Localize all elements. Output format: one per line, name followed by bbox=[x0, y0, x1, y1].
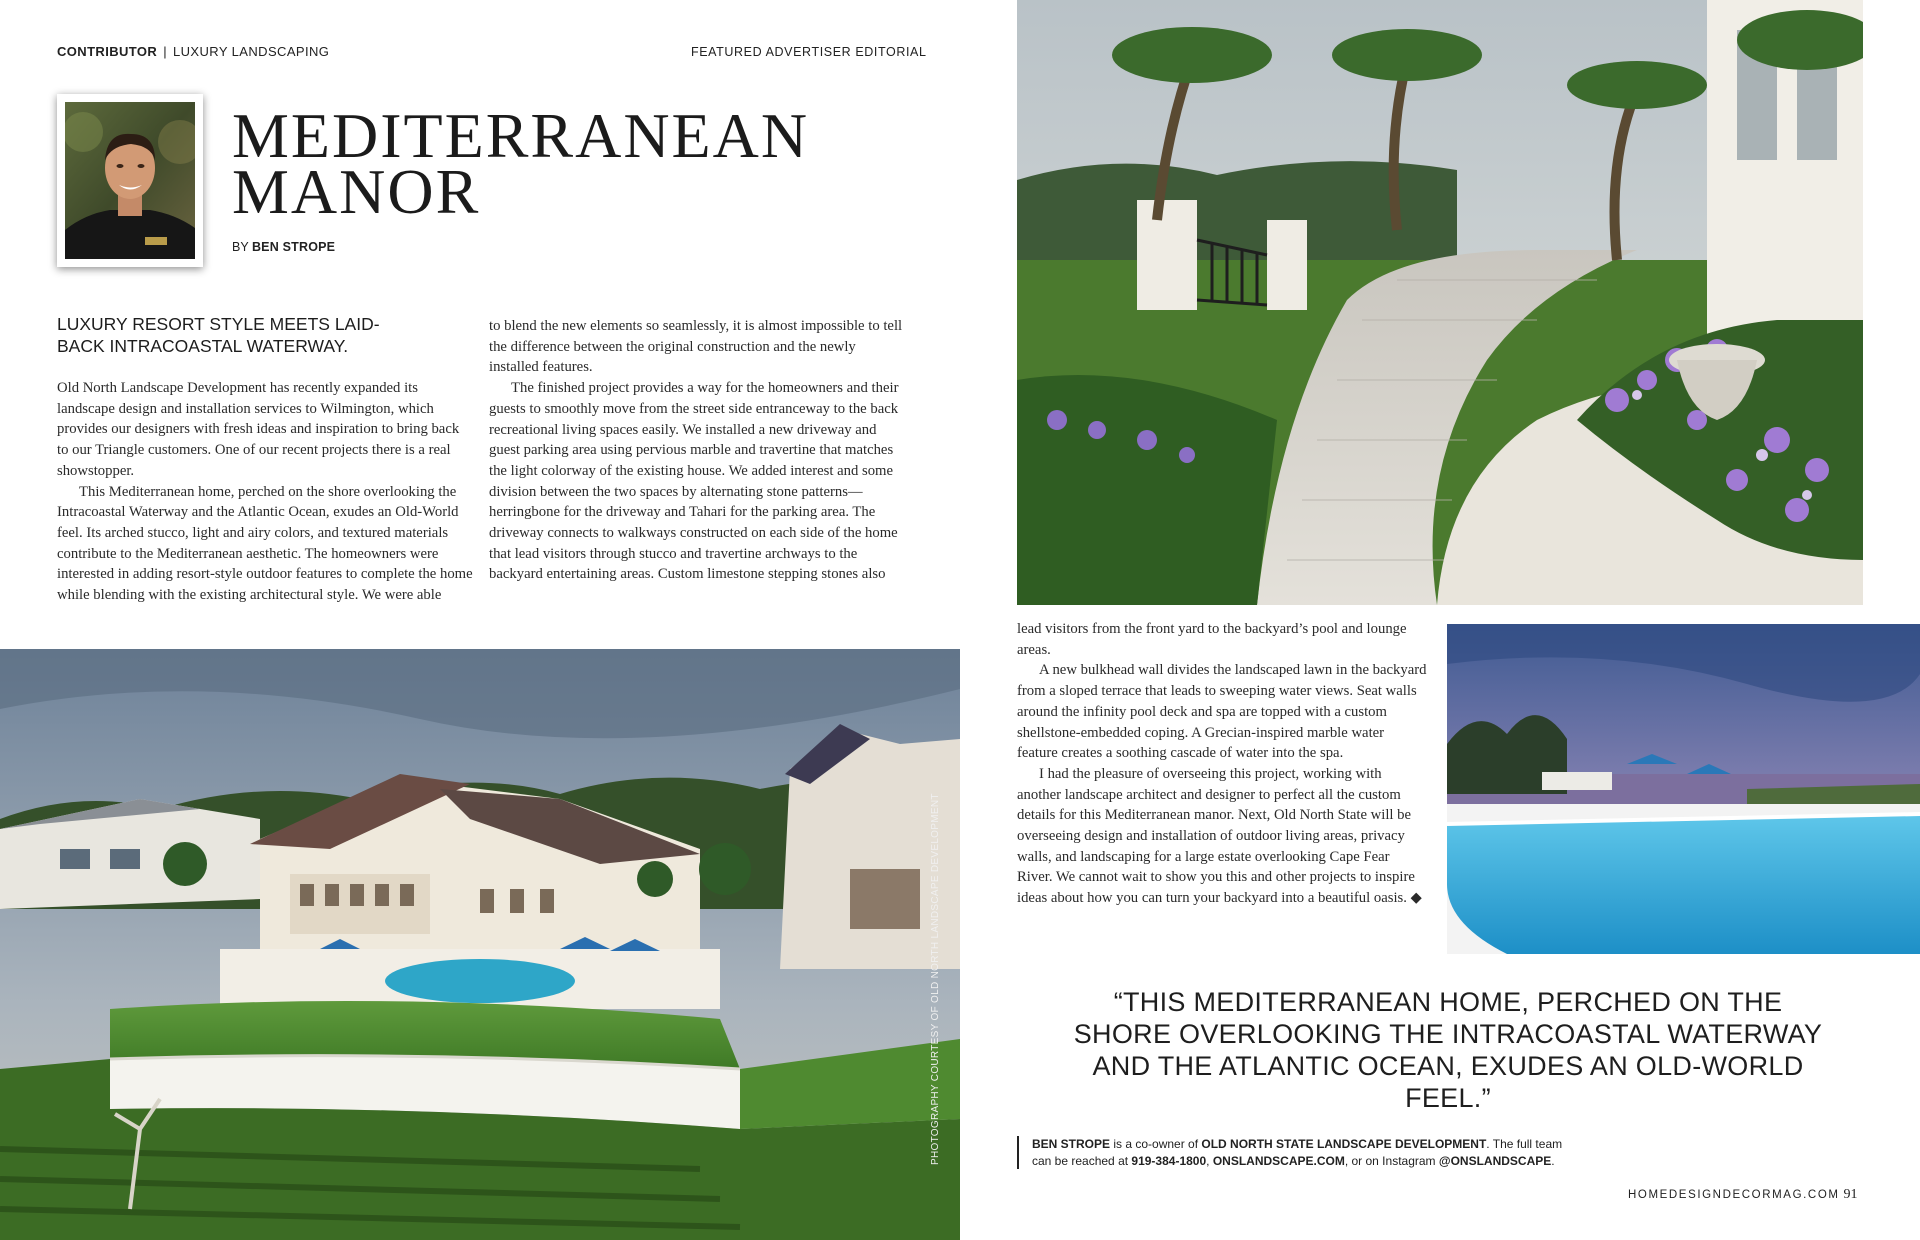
author-bio: BEN STROPE is a co-owner of OLD NORTH STATE LANDSCAPE DEVELOPMENT. The full team can be reached at 919-384-1800, ONSLANDSCAPE.COM, or on Instagram @ONSLANDSCAPE. bbox=[1017, 1136, 1632, 1169]
section-header: CONTRIBUTOR | LUXURY LANDSCAPING bbox=[57, 44, 330, 59]
bio-company: OLD NORTH STATE LANDSCAPE DEVELOPMENT bbox=[1201, 1137, 1487, 1151]
article-column-1 bbox=[57, 378, 473, 606]
bio-phone: 919-384-1800 bbox=[1131, 1153, 1207, 1168]
estate-aerial-photo bbox=[0, 649, 960, 1240]
bio-website-link[interactable]: ONSLANDSCAPE.COM bbox=[1212, 1153, 1345, 1168]
pool-photo bbox=[1447, 624, 1920, 954]
section-label: CONTRIBUTOR bbox=[57, 44, 158, 59]
page-number: 91 bbox=[1843, 1187, 1858, 1202]
author-photo bbox=[65, 102, 195, 259]
paragraph: The finished project provides a way for the homeowners and their guests to smoothly move from the street side entranceway to the back recreational living spaces easily. We installed a new driveway and guest parking area using pervious marble and travertine that matches the light colorway of the existing house. We added interest and some division between the two spaces by alternating stone patterns—herringbone for the driveway and Tahari for the parking area. The driveway connects to walkways constructed on each side of the home that lead visitors through stucco and travertine archways to the backyard entertaining areas. Custom limestone stepping stones also bbox=[489, 380, 899, 583]
article-column-3 bbox=[1017, 619, 1428, 909]
editorial-tag: FEATURED ADVERTISER EDITORIAL bbox=[691, 45, 927, 59]
page-footer bbox=[1628, 1187, 1858, 1203]
paragraph: Old North Landscape Development has recently expanded its landscape design and installation services to Wilmington, which provides our designers with fresh ideas and inspiration to bring back to our Triangle customers. One of our recent projects there is a real showstopper. bbox=[57, 380, 460, 479]
bio-instagram-handle[interactable]: @ONSLANDSCAPE bbox=[1438, 1153, 1552, 1168]
article-subhead: LUXURY RESORT STYLE MEETS LAID-BACK INTRACOASTAL WATERWAY. bbox=[57, 314, 380, 356]
footer-site: HOMEDESIGNDECORMAG.COM bbox=[1628, 1189, 1840, 1201]
paragraph: A new bulkhead wall divides the landscaped lawn in the backyard from a sloped terrace that leads to sweeping water views. Seat walls around the infinity pool deck and spa are topped with a custom shellstone-embedded coping. A Grecian-inspired marble water feature creates a soothing cascade of water into the spa. bbox=[1017, 662, 1427, 762]
title-line-2: MANOR bbox=[232, 156, 481, 227]
paragraph: to blend the new elements so seamlessly, it is almost impossible to tell the difference between the original construction and the newly installed features. bbox=[489, 318, 903, 376]
bio-name: BEN STROPE bbox=[1032, 1137, 1111, 1151]
paragraph: lead visitors from the front yard to the backyard’s pool and lounge areas. bbox=[1017, 621, 1407, 658]
paragraph: I had the pleasure of overseeing this project, working with another landscape architect and designer to perfect all the custom details for this Mediterranean manor. Next, Old North State will be overseeing design and installation of outdoor living areas, privacy walls, and landscaping for a large estate overlooking Cape Fear River. We cannot wait to show you this and other projects to inspire ideas about how you can turn your backyard into a beautiful oasis. ◆ bbox=[1017, 765, 1422, 907]
byline bbox=[232, 240, 335, 254]
photo-credit: PHOTOGRAPHY COURTESY OF OLD NORTH LANDSCAPE DEVELOPMENT bbox=[930, 793, 941, 1165]
byline-prefix: BY bbox=[232, 240, 249, 254]
pull-quote: “THIS MEDITERRANEAN HOME, PERCHED ON THE SHORE OVERLOOKING THE INTRACOASTAL WATERWAY AND THE ATLANTIC OCEAN, EXUDES AN OLD-WORLD FEEL.” bbox=[1073, 987, 1823, 1113]
paragraph: This Mediterranean home, perched on the shore overlooking the Intracoastal Waterway and the Atlantic Ocean, exudes an Old-World feel. Its arched stucco, light and airy colors, and textured materials contribute to the Mediterranean aesthetic. The homeowners were interested in adding resort-style outdoor features to complete the home while blending with the existing architectural style. We were able bbox=[57, 483, 473, 604]
author-portrait bbox=[57, 94, 203, 267]
author-name: BEN STROPE bbox=[251, 240, 336, 254]
title-line-1: MEDITERRANEAN bbox=[232, 100, 810, 171]
category-label: LUXURY LANDSCAPING bbox=[173, 44, 330, 59]
article-title bbox=[232, 100, 810, 227]
article-column-2 bbox=[489, 316, 903, 585]
driveway-photo bbox=[1017, 0, 1863, 605]
